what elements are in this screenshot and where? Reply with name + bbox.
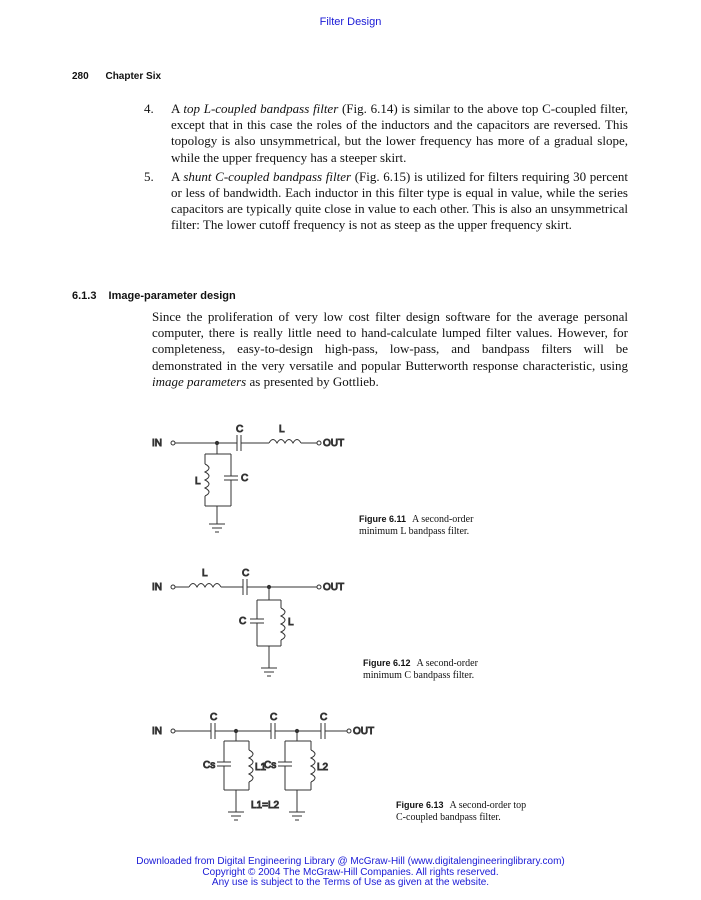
shunt-capacitor-label: Cs: [203, 760, 216, 771]
paragraph-emphasis: image parameters: [152, 373, 247, 389]
running-head: [72, 71, 161, 82]
capacitor-label: C: [320, 712, 328, 723]
download-footer: [0, 857, 701, 889]
figure-6-13-schematic: [145, 708, 395, 828]
item-text: (Fig. 6.15) is utilized for filters requiring 30 percent or less of bandwidth. Each inductor in this filter type is equal in value, while the series capacitors are typically quite close in value to each other. This is also an unsymmetrical filter: The lower cutoff frequency is not as steep as the upper frequency skirt.: [171, 168, 629, 233]
input-label: IN: [152, 726, 162, 737]
series-inductor: [269, 440, 301, 444]
section-heading: [72, 290, 236, 302]
figure-6-11-schematic: [145, 420, 365, 540]
output-label: OUT: [323, 438, 345, 449]
footer-copyright: Copyright © 2004 The McGraw-Hill Companies. All rights reserved.: [202, 866, 499, 878]
shunt-inductor-label: L: [288, 617, 294, 628]
caption-line: A second-order top: [449, 800, 527, 811]
filter-type-list: [144, 101, 629, 237]
figure-caption: [396, 800, 526, 823]
shunt-inductor: [281, 608, 285, 640]
caption-line: minimum C bandpass filter.: [363, 669, 475, 681]
caption-line: minimum L bandpass filter.: [359, 525, 470, 537]
item-emphasis: shunt C-coupled bandpass filter: [183, 168, 352, 184]
shunt-capacitor-label: C: [241, 473, 249, 484]
footer-terms: Any use is subject to the Terms of Use as given at the website.: [211, 877, 490, 889]
item-text-lead: A: [171, 101, 184, 116]
input-terminal: [171, 729, 175, 733]
inductor-equality-label: L1=L2: [251, 800, 280, 811]
series-inductor: [189, 584, 221, 588]
shunt-capacitor-label: C: [239, 616, 247, 627]
shunt-inductor: [249, 750, 253, 782]
section-number: 6.1.3: [72, 290, 97, 302]
output-label: OUT: [353, 726, 375, 737]
input-terminal: [171, 585, 175, 589]
figure-label: Figure 6.11: [359, 514, 407, 524]
chapter-title: Chapter Six: [105, 71, 162, 82]
shunt-inductor-label: L: [195, 476, 201, 487]
shunt-inductor: [311, 750, 315, 782]
page-number: 280: [72, 71, 89, 82]
item-text: (Fig. 6.14) is similar to the above top C-coupled filter, except that in this case the roles of the inductors and the capacitors are reversed. This topology is also unsymmetrical, but the lower frequency has more of a gradual slope, while the upper frequency has a steeper skirt.: [171, 101, 628, 165]
item-emphasis: top L-coupled bandpass filter: [183, 101, 339, 116]
input-terminal: [171, 441, 175, 445]
input-label: IN: [152, 582, 162, 593]
list-item: [144, 101, 628, 166]
output-terminal: [347, 729, 351, 733]
input-label: IN: [152, 438, 162, 449]
coupling-capacitor-label: C: [270, 712, 278, 723]
inductor-label: L1: [255, 762, 267, 773]
section-title: Image-parameter design: [108, 290, 236, 302]
series-inductor-label: L: [202, 568, 208, 579]
list-item: [144, 168, 629, 234]
caption-line: A second-order: [412, 514, 474, 525]
output-terminal: [317, 585, 321, 589]
figure-6-12-schematic: [145, 566, 365, 686]
body-paragraph: [152, 309, 628, 390]
item-number: 5.: [144, 168, 154, 184]
item-number: 4.: [144, 101, 154, 116]
figure-label: Figure 6.12: [363, 658, 411, 668]
paragraph-text: Since the proliferation of very low cost filter design software for the average personal computer, there is really little need to hand-calculate lumped filter values. However, for completeness, easy-to-design high-pass, low-pass, and bandpass filters will be demonstrated in the very versatile and popular Butterworth response characteristic, using: [152, 309, 628, 373]
series-inductor-label: L: [279, 424, 285, 435]
capacitor-label: C: [210, 712, 218, 723]
series-capacitor-label: C: [236, 424, 244, 435]
item-text-lead: A: [171, 168, 184, 184]
paragraph-text-end: as presented by Gottlieb.: [246, 373, 379, 389]
figure-caption: [363, 658, 478, 681]
series-capacitor-label: C: [242, 568, 250, 579]
inductor-label: L2: [317, 762, 329, 773]
caption-line: C-coupled bandpass filter.: [396, 811, 501, 823]
output-label: OUT: [323, 582, 345, 593]
figure-label: Figure 6.13: [396, 800, 444, 810]
figure-caption: [359, 514, 473, 537]
shunt-capacitor-label: Cs: [264, 760, 277, 771]
caption-line: A second-order: [416, 658, 478, 669]
shunt-inductor: [205, 464, 209, 496]
output-terminal: [317, 441, 321, 445]
book-header: Filter Design: [319, 16, 382, 28]
footer-source-link[interactable]: Downloaded from Digital Engineering Library @ McGraw-Hill (www.digitalengineeringlibrary.com): [136, 856, 565, 867]
